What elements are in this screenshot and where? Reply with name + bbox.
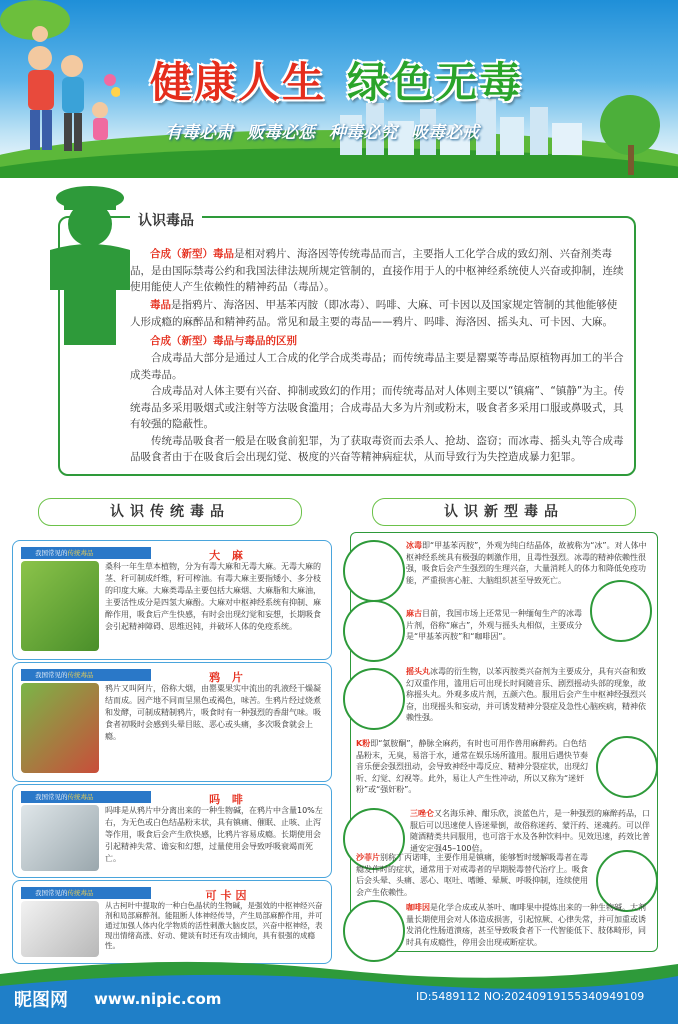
cannabis-photo <box>21 561 99 651</box>
header-banner <box>0 0 678 178</box>
synthetic-key-term: 麻古 <box>406 609 422 618</box>
p3b-text: 合成毒品对人体主要有兴奋、抑制或致幻的作用；而传统毒品对人体则主要以“镇痛”、“镇静”为主。传统毒品多采用吸烟式或注射等方法吸食滥用；合成毒品大多为片剂或粉末，吸食者多采用口服或鼻吸式，具有较强的隐蔽性。 <box>130 385 625 430</box>
synthetic-key-term: 三唑仑 <box>410 809 434 818</box>
synthetic-ketamine-text: K粉即“氯胺酮”，静脉全麻药，有时也可用作兽用麻醉药。白色结晶粉末，无臭，易溶于水，通常在娱乐场所滥用。服用后遇快节奏音乐便会强烈扭动，会导致神经中毒反应、精神分裂症状，出现幻听、幻觉、幻视等。此外，易让人产生性冲动，所以又称为“迷奸粉”或“强奸粉”。 <box>356 739 588 794</box>
synthetic-key-term: 冰毒 <box>406 541 422 550</box>
ice-photo <box>343 540 405 602</box>
magu-photo <box>343 600 405 662</box>
card-tab: 我国常见的传统毒品 <box>21 791 151 803</box>
cocaine-photo <box>21 901 99 957</box>
drug-name: 可卡因 <box>205 889 251 902</box>
synthetic-magu-text: 麻古目前，我国市场上还常见一种缅甸生产的冰毒片剂，俗称“麻古”，外观与摇头丸相似，主要成分是“甲基苯丙胺”和“咖啡因”。 <box>406 609 583 641</box>
slogan-2: 贩毒必惩 <box>247 123 315 143</box>
intro-paragraph-2 <box>130 297 626 330</box>
traditional-section-title: 认识传统毒品 <box>38 498 302 526</box>
difference-heading: 合成（新型）毒品与毒品的区别 <box>150 335 297 347</box>
drug-description: 鸦片又叫阿片，俗称大烟，由罂粟果实中流出的乳液经干燥凝结而成。因产地不同而呈黑色或褐色，味苦。生鸦片经过烧煮和发酵，可制成精制鸦片，吸食时有一种强烈的香甜气味。吸食者初吸时会感到头晕目眩、恶心或头痛，多次吸食就会上瘾。 <box>105 684 321 741</box>
synthetic-buprenorphine-text: 沙菲片别称丁丙诺啡，主要作用是镇痛，能够暂时缓解吸毒者在毒瘾发作时的症状，通常用于对戒毒者的早期脱毒替代治疗上。吸食后会头晕、头痛、恶心、呕吐、嗜睡、晕厥、呼吸抑制，连续使用会产生依赖性。 <box>356 853 588 897</box>
synthetic-ecstasy <box>406 666 652 724</box>
drug-name: 鸦 片 <box>209 671 247 684</box>
drug-card-opium <box>12 662 332 782</box>
family-illustration <box>10 20 120 160</box>
synthetic-key-term: 摇头丸 <box>406 667 430 676</box>
synthetic-ice-text: 冰毒即“甲基苯丙胺”，外观为纯白结晶体，故被称为“冰”。对人体中枢神经系统具有极强的刺激作用，且毒性强烈。冰毒的精神依赖性很强，吸食后会产生强烈的生理兴奋，大量消耗人的体力和降低免疫功能，严重损害心脏、大脑组织甚至导致死亡。 <box>406 541 647 585</box>
watermark-site: 昵图网 <box>14 990 68 1011</box>
synthetic-key-term: K粉 <box>356 739 371 748</box>
card-tab: 我国常见的传统毒品 <box>21 887 151 899</box>
watermark-id: ID:5489112 NO:20240919155340949109 <box>416 990 645 1003</box>
ketamine-photo <box>596 736 658 798</box>
synthetic-ecstasy-text: 摇头丸冰毒的衍生物，以苯丙胺类兴奋剂为主要成分，具有兴奋和致幻双重作用，滥用后可出现长时间随音乐、剧烈摇动头部的现象，故称摇头丸。外观多成片剂，五颜六色。服用后会产生中枢神经强烈兴奋，出现摇头和妄动，并可诱发精神分裂症及急性心脑疾病，精神依赖性强。 <box>406 667 646 722</box>
ecstasy-photo <box>343 668 405 730</box>
footer-wave <box>0 952 678 1024</box>
drug-name: 吗 啡 <box>209 793 247 806</box>
drug-card-morphine <box>12 784 332 878</box>
synthetic-key-term: 沙菲片 <box>356 853 380 862</box>
watermark-url: www.nipic.com <box>94 990 222 1008</box>
drug-description: 桑科一年生草本植物，分为有毒大麻和无毒大麻。无毒大麻的茎、秆可制成纤维，籽可榨油。有毒大麻主要指矮小、多分枝的印度大麻。大麻类毒品主要包括大麻烟、大麻脂和大麻油，主要活性成分是四氢大麻酚。大麻对中枢神经系统有抑制、麻醉作用，吸食后产生快感，有时会出现幻觉和妄想，长期吸食会引起精神障碍、思维迟钝，并破坏人体的免疫系统。 <box>105 562 321 631</box>
synthetic-ice <box>406 540 652 586</box>
title-red: 健康人生 <box>150 58 327 107</box>
page-title <box>150 50 630 120</box>
term-synthetic: 合成（新型）毒品 <box>150 248 234 260</box>
synthetic-key-term: 咖啡因 <box>406 903 430 912</box>
drug-description: 吗啡是从鸦片中分离出来的一种生物碱，在鸦片中含量10%左右，为无色或白色结晶粉末状，具有镇痛、催眠、止咳、止泻等作用，吸食后会产生欣快感，比鸦片容易成瘾。长期使用会引起精神失常、谵妄和幻想，过量使用会导致呼吸衰竭而死亡。 <box>105 806 323 863</box>
synthetic-triazolam-text: 三唑仑又名海乐神、酣乐欣，淡蓝色片，是一种强烈的麻醉药品，口服后可以迅速使人昏迷晕倒，故俗称迷药、蒙汗药、迷魂药。可以伴随酒精类共同服用，也可溶于水及各种饮料中。见效迅速，药效比普通安定强45–100倍。 <box>410 809 650 853</box>
synthetic-ketamine <box>356 738 592 796</box>
intro-paragraph-1 <box>130 246 626 296</box>
p1-text: 是相对鸦片、海洛因等传统毒品而言，主要指人工化学合成的致幻剂、兴奋剂类毒品，是由国际禁毒公约和我国法律法规所规定管制的，直接作用于人的中枢神经系统使人兴奋或抑制，连续使用能使人产生依赖性的精神药品（毒品）。 <box>130 248 624 293</box>
drug-name: 大 麻 <box>209 549 247 562</box>
synthetic-magu <box>406 608 586 643</box>
drug-card-cannabis <box>12 540 332 660</box>
slogan-row <box>165 118 645 148</box>
p2-text: 是指鸦片、海洛因、甲基苯丙胺（即冰毒）、吗啡、大麻、可卡因以及国家规定管制的其他能够使人形成瘾的麻醉品和精神药品。常见和最主要的毒品——鸦片、吗啡、海洛因、摇头丸、可卡因、大麻。 <box>130 299 618 328</box>
synthetic-caffeine <box>406 902 652 948</box>
slogan-1: 有毒必肃 <box>165 123 233 143</box>
intro-subheading <box>150 333 626 350</box>
opium-photo <box>21 683 99 773</box>
magu-photo-2 <box>590 580 652 642</box>
morphine-photo <box>21 805 99 871</box>
card-tab: 我国常见的传统毒品 <box>21 669 151 681</box>
slogan-3: 种毒必究 <box>329 123 397 143</box>
term-drug: 毒品 <box>150 299 171 311</box>
drug-description: 从古柯叶中提取的一种白色晶状的生物碱，是强效的中枢神经兴奋剂和局部麻醉剂。能阻断人体神经传导，产生局部麻醉作用，并可通过加强人体内化学物质的活性刺激大脑皮层，兴奋中枢神经，表现出情绪高涨、好动、健谈有时还有攻击倾向，具有很强的成瘾性。 <box>105 901 323 950</box>
intro-paragraph-3 <box>130 350 626 466</box>
synthetic-caffeine-text: 咖啡因是化学合成或从茶叶、咖啡果中提炼出来的一种生物碱。大剂量长期使用会对人体造成损害，引起惊厥、心律失常，并可加重或诱发消化性肠道溃疡，甚至导致吸食者下一代智能低下、肢体畸形，同时具有成瘾性，停用会出现戒断症状。 <box>406 903 646 947</box>
synthetic-triazolam <box>410 808 652 854</box>
p3c-text: 传统毒品吸食者一般是在吸食前犯罪，为了获取毒资而去杀人、抢劫、盗窃；而冰毒、摇头丸等合成毒品吸食者由于在吸食后会出现幻觉、极度的兴奋等精神病症状，从而导致行为失控造成暴力犯罪。 <box>130 434 624 463</box>
synthetic-buprenorphine <box>356 852 594 898</box>
title-green: 绿色无毒 <box>347 58 524 107</box>
slogan-4: 吸毒必戒 <box>411 123 479 143</box>
tree-trunk <box>628 145 634 175</box>
p3a-text: 合成毒品大部分是通过人工合成的化学合成类毒品；而传统毒品主要是罂粟等毒品原植物再加工的半合成类毒品。 <box>130 352 624 381</box>
intro-section-label: 认识毒品 <box>130 210 202 230</box>
card-tab: 我国常见的传统毒品 <box>21 547 151 559</box>
synthetic-section-title: 认识新型毒品 <box>372 498 636 526</box>
